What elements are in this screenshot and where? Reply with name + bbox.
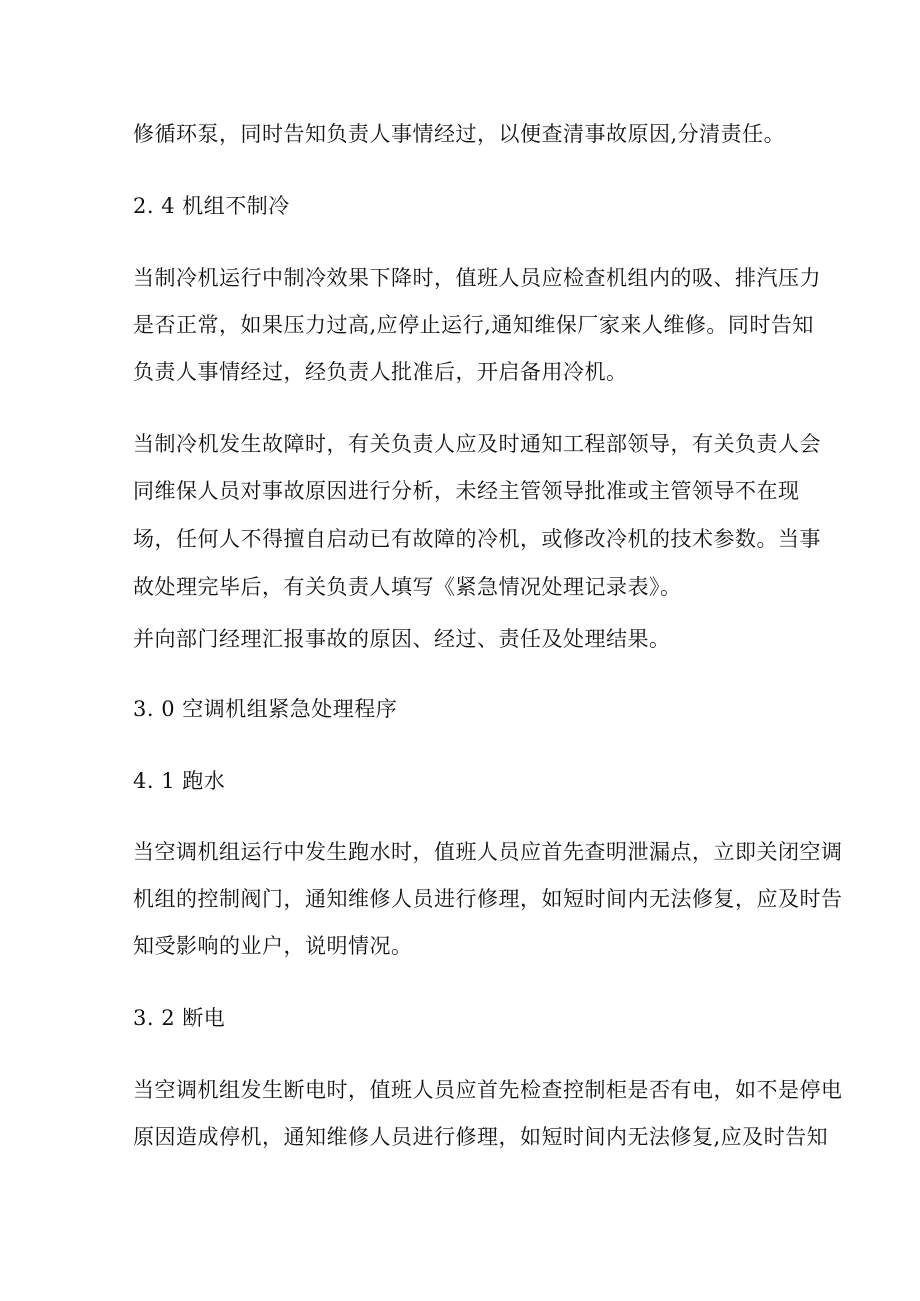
paragraph-line: 同维保人员对事故原因进行分析，未经主管领导批准或主管领导不在现 [133, 479, 800, 503]
paragraph-line: 场，任何人不得擅自启动已有故障的冷机，或修改冷机的技术参数。当事 [133, 527, 821, 551]
section-heading: 2. 4 机组不制冷 [133, 194, 290, 218]
section-heading: 4. 1 跑水 [133, 769, 226, 793]
paragraph-line: 负责人事情经过，经负责人批准后，开启备用冷机。 [133, 360, 628, 384]
paragraph-line: 当空调机组发生断电时，值班人员应首先检查控制柜是否有电，如不是停电 [133, 1078, 843, 1102]
section-heading: 3. 0 空调机组紧急处理程序 [133, 697, 398, 721]
section-heading: 3. 2 断电 [133, 1006, 226, 1030]
paragraph-line: 当制冷机运行中制冷效果下降时，值班人员应检查机组内的吸、排汽压力 [133, 266, 821, 290]
paragraph-line: 并向部门经理汇报事故的原因、经过、责任及处理结果。 [133, 627, 671, 651]
paragraph-line: 当空调机组运行中发生跑水时，值班人员应首先查明泄漏点，立即关闭空调 [133, 840, 843, 864]
paragraph-line: 机组的控制阀门，通知维修人员进行修理，如短时间内无法修复，应及时告 [133, 887, 843, 911]
paragraph-line: 知受影响的业户，说明情况。 [133, 934, 413, 958]
paragraph-line: 修循环泵，同时告知负责人事情经过，以便查清事故原因,分清责任。 [133, 122, 786, 146]
paragraph-line: 原因造成停机，通知维修人员进行修理，如短时间内无法修复,应及时告知 [133, 1125, 829, 1149]
paragraph-line: 当制冷机发生故障时，有关负责人应及时通知工程部领导，有关负责人会 [133, 432, 821, 456]
paragraph-line: 故处理完毕后，有关负责人填写《紧急情况处理记录表》。 [133, 575, 682, 599]
paragraph-line: 是否正常，如果压力过高,应停止运行,通知维保厂家来人维修。同时告知 [133, 313, 814, 337]
